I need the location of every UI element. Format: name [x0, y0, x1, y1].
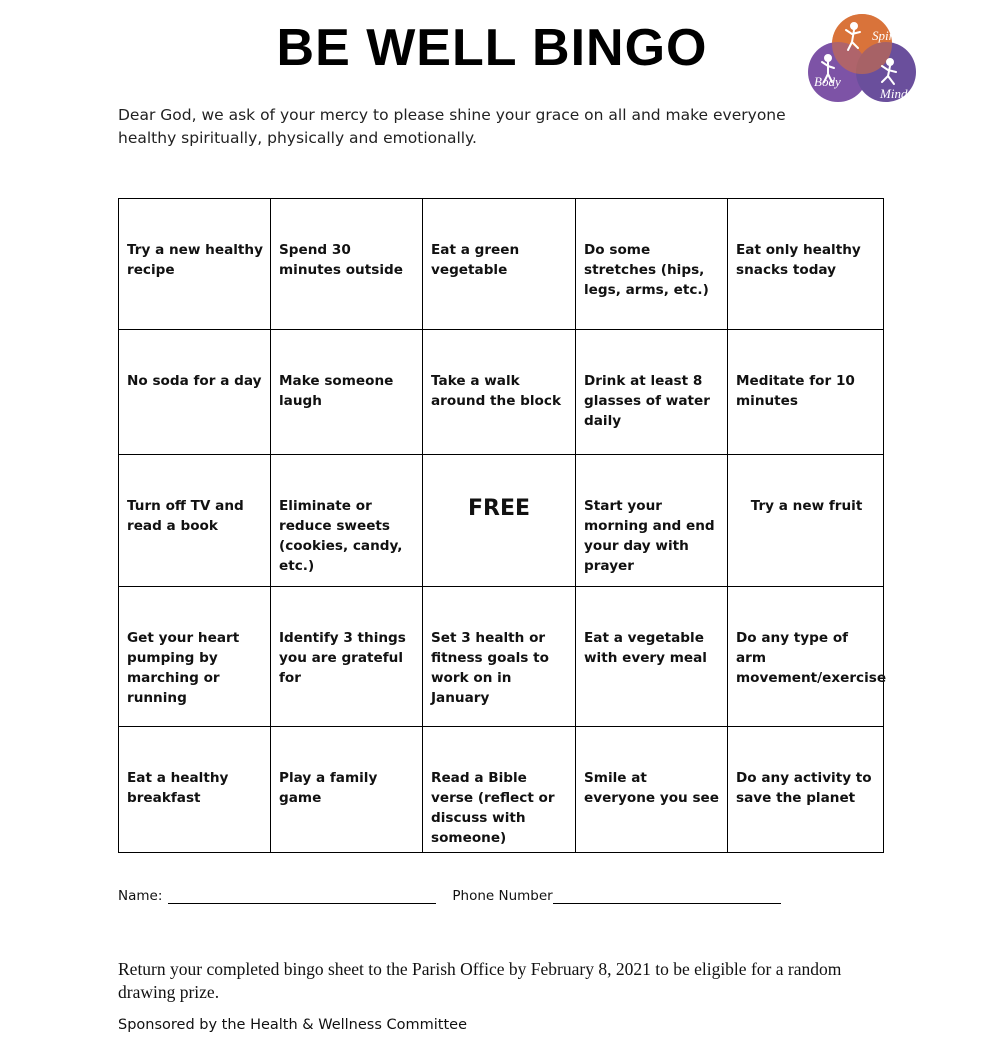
bingo-cell[interactable]: Do any type of arm movement/exercise [728, 587, 884, 727]
bingo-free-space[interactable]: FREE [423, 455, 576, 587]
phone-label: Phone Number [452, 888, 553, 904]
bingo-cell[interactable]: No soda for a day [119, 330, 271, 455]
bingo-cell[interactable]: Eat only healthy snacks today [728, 199, 884, 330]
bingo-row [119, 330, 884, 455]
page-title: BE WELL BINGO [276, 19, 708, 77]
name-label: Name: [118, 888, 163, 904]
bingo-row [119, 199, 884, 330]
bingo-cell[interactable]: Try a new fruit [728, 455, 884, 587]
bingo-cell[interactable]: Spend 30 minutes outside [271, 199, 423, 330]
bingo-cell[interactable]: Drink at least 8 glasses of water daily [576, 330, 728, 455]
spirit-body-mind-logo [806, 12, 918, 104]
phone-field[interactable] [553, 888, 781, 904]
bingo-cell[interactable]: Play a family game [271, 727, 423, 853]
prayer-text: Dear God, we ask of your mercy to please shine your grace on all and make everyone healthy spiritually, physically and emotionally. [118, 106, 786, 147]
bingo-cell[interactable]: Eat a vegetable with every meal [576, 587, 728, 727]
return-instructions: Return your completed bingo sheet to the Parish Office by February 8, 2021 to be eligible for a random drawing prize. [118, 959, 842, 1002]
bingo-cell[interactable]: Try a new healthy recipe [119, 199, 271, 330]
bingo-cell[interactable]: Meditate for 10 minutes [728, 330, 884, 455]
bingo-row [119, 455, 884, 587]
logo-body-label: Body [814, 74, 841, 89]
bingo-row [119, 727, 884, 853]
bingo-row [119, 587, 884, 727]
bingo-cell[interactable]: Make someone laugh [271, 330, 423, 455]
bingo-cell[interactable]: Read a Bible verse (reflect or discuss with someone) [423, 727, 576, 853]
logo-mind-label: Mind [880, 86, 908, 101]
bingo-cell[interactable]: Eat a healthy breakfast [119, 727, 271, 853]
bingo-cell[interactable]: Take a walk around the block [423, 330, 576, 455]
bingo-cell[interactable]: Set 3 health or fitness goals to work on in January [423, 587, 576, 727]
bingo-cell[interactable]: Do some stretches (hips, legs, arms, etc.) [576, 199, 728, 330]
bingo-card [118, 198, 887, 853]
contact-fields [118, 888, 818, 904]
bingo-cell[interactable]: Start your morning and end your day with prayer [576, 455, 728, 587]
bingo-cell[interactable]: Eliminate or reduce sweets (cookies, candy, etc.) [271, 455, 423, 587]
bingo-cell[interactable]: Smile at everyone you see [576, 727, 728, 853]
name-field[interactable] [168, 888, 436, 904]
bingo-cell[interactable]: Turn off TV and read a book [119, 455, 271, 587]
logo-spirit-label: Spirit [872, 28, 901, 43]
bingo-cell[interactable]: Eat a green vegetable [423, 199, 576, 330]
bingo-cell[interactable]: Identify 3 things you are grateful for [271, 587, 423, 727]
bingo-cell[interactable]: Get your heart pumping by marching or running [119, 587, 271, 727]
sponsor-text: Sponsored by the Health & Wellness Committee [118, 1017, 467, 1033]
bingo-cell[interactable]: Do any activity to save the planet [728, 727, 884, 853]
